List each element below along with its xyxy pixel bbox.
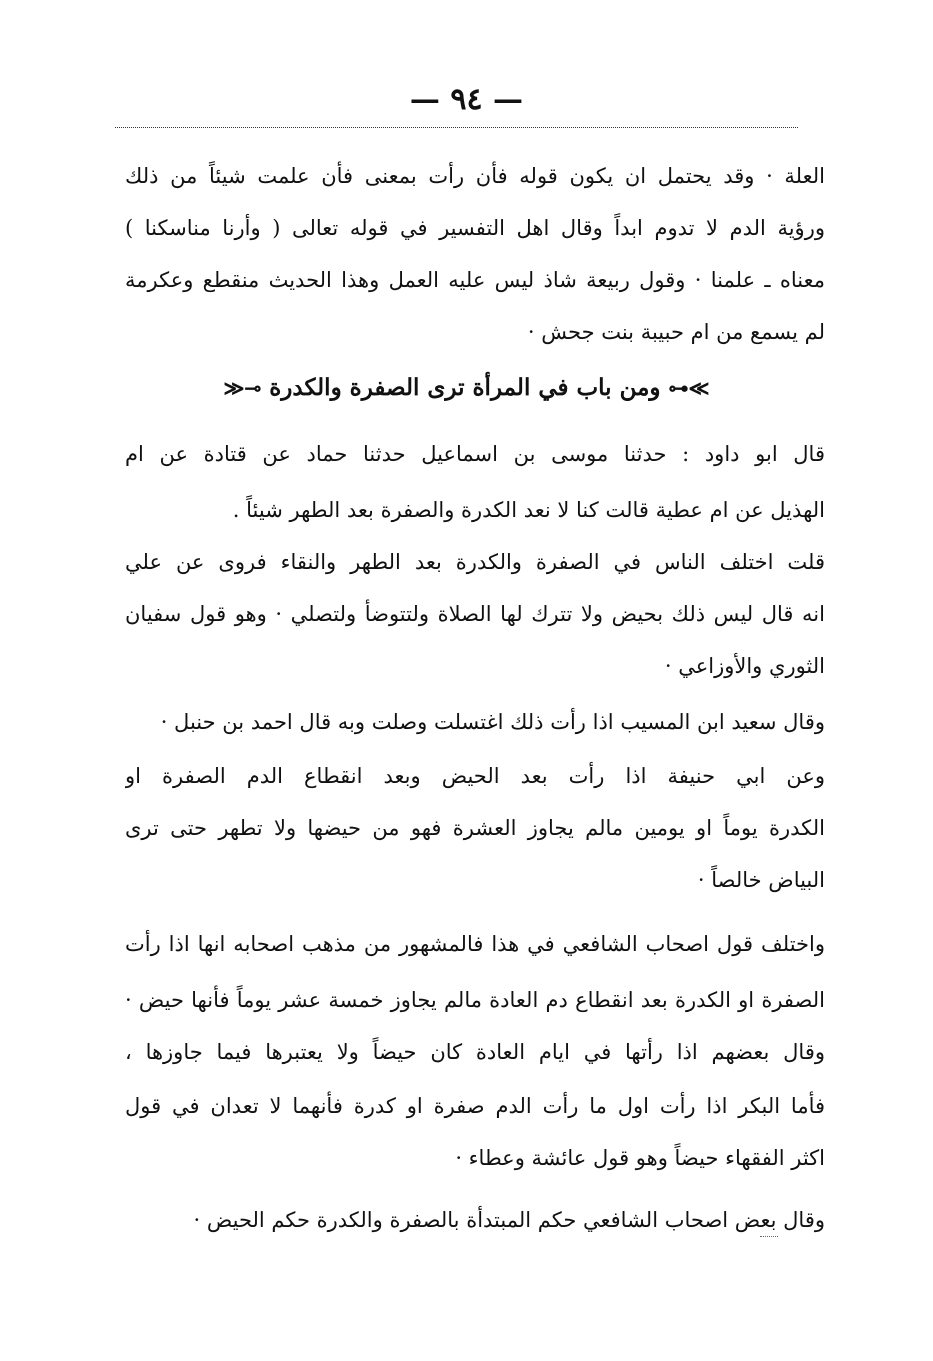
heading-ornament-left: ⊸≪ [223,376,262,400]
section-heading [0,374,933,401]
text-line: الهذيل عن ام عطية قالت كنا لا نعد الكدرة والصفرة بعد الطهر شيئاً . [232,498,825,522]
text-line: انه قال ليس ذلك بحيض ولا تترك لها الصلاة ولتتوضأ ولتصلي · وهو قول سفيان [125,602,825,626]
text-line: وقال بعض اصحاب الشافعي حكم المبتدأة بالصفرة والكدرة حكم الحيض · [193,1208,825,1232]
text-line: واختلف قول اصحاب الشافعي في هذا فالمشهور من مذهب اصحابه انها اذا رأت [125,932,825,956]
heading-ornament-right: ≫⊷ [668,376,710,400]
text-line: قال ابو داود : حدثنا موسى بن اسماعيل حدثنا حماد عن قتادة عن ام [125,442,825,466]
text-line: الثوري والأوزاعي · [664,654,825,678]
text-line: قلت اختلف الناس في الصفرة والكدرة بعد الطهر والنقاء فروى عن علي [125,550,825,574]
section-heading-text: ومن باب في المرأة ترى الصفرة والكدرة [269,374,661,401]
text-line: وقال بعضهم اذا رأتها في ايام العادة كان حيضاً ولا يعتبرها فيما جاوزها ، [125,1040,825,1064]
header-divider [115,127,798,128]
text-line: لم يسمع من ام حبيبة بنت جحش · [527,320,825,344]
text-line: معناه ـ علمنا · وقول ربيعة شاذ ليس عليه العمل وهذا الحديث منقطع وعكرمة [125,268,825,292]
text-line: البياض خالصاً · [697,868,825,892]
text-line: الكدرة يوماً او يومين مالم يجاوز العشرة فهو من حيضها ولا تطهر حتى ترى [125,816,825,840]
text-line: وقال سعيد ابن المسيب اذا رأت ذلك اغتسلت وصلت وبه قال احمد بن حنبل · [160,710,825,734]
text-line: فأما البكر اذا رأت اول ما رأت الدم صفرة او كدرة فأنهما لا تعدان في قول [125,1094,825,1118]
text-line: اكثر الفقهاء حيضاً وهو قول عائشة وعطاء · [455,1146,825,1170]
text-line: وعن ابي حنيفة اذا رأت بعد الحيض وبعد انقطاع الدم الصفرة او [125,764,825,788]
footer-mark [760,1236,778,1237]
text-line: ورؤية الدم لا تدوم ابداً وقال اهل التفسير في قوله تعالى ( وأرنا مناسكنا ) [125,216,825,240]
page-number: — ٩٤ — [409,82,524,117]
text-line: العلة · وقد يحتمل ان يكون قوله فأن رأت بمعنى فأن علمت شيئاً من ذلك [125,164,825,188]
text-line: الصفرة او الكدرة بعد انقطاع دم العادة مالم يجاوز خمسة عشر يوماً فأنها حيض · [125,988,825,1012]
